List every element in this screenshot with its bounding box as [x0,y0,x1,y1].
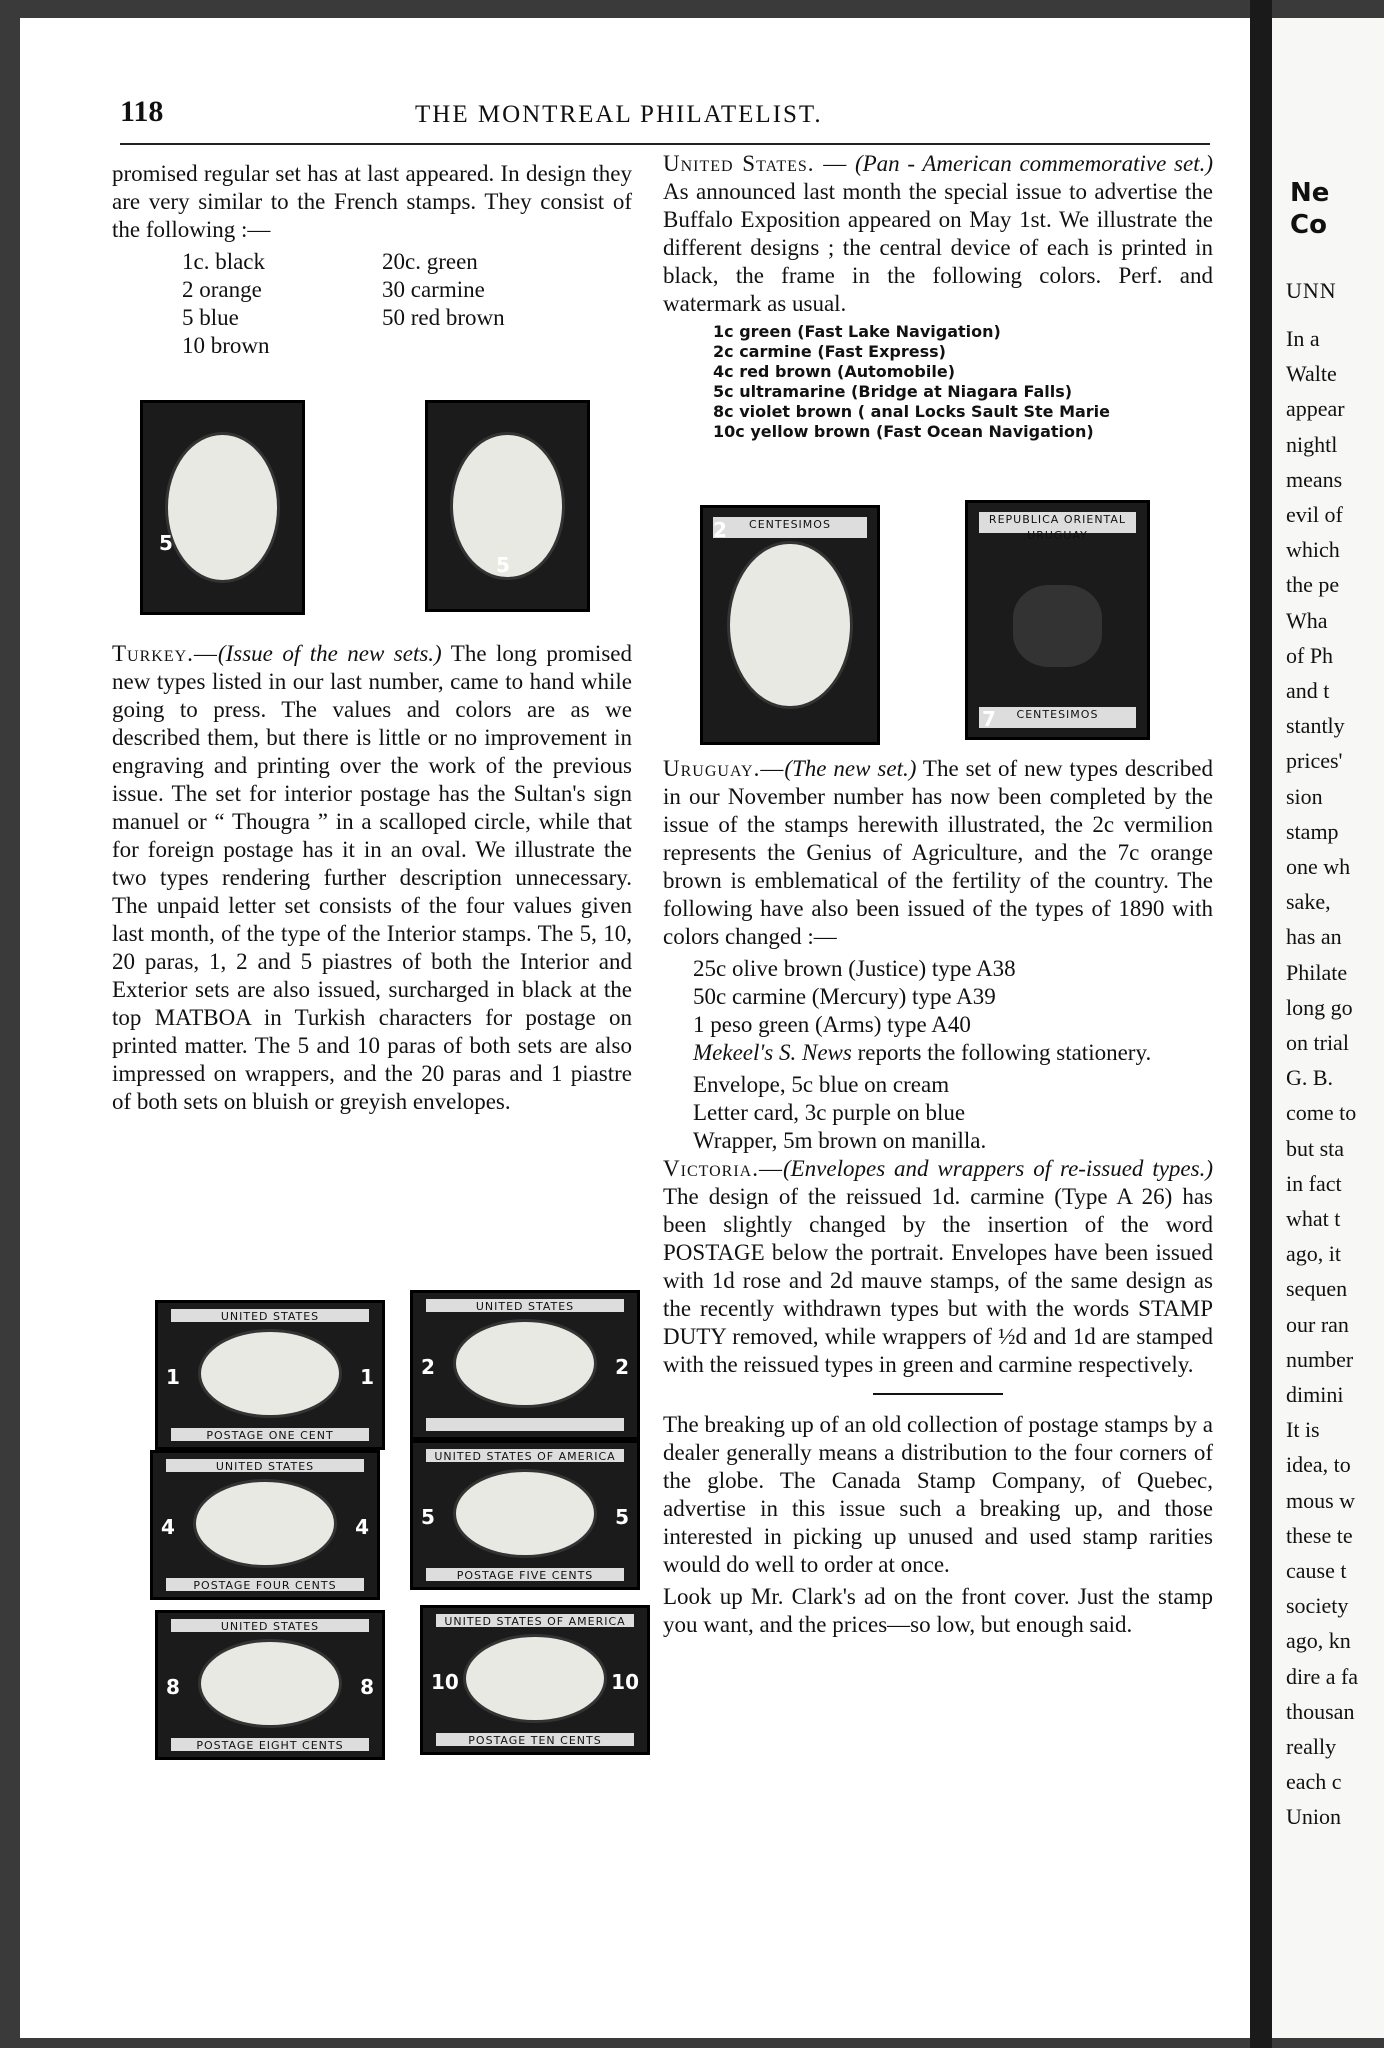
stamp-label: UNITED STATES OF AMERICA [436,1614,633,1627]
uruguay-list-item: 25c olive brown (Justice) type A38 [693,956,1016,981]
stamp-oval [727,541,852,710]
pan-american-stamp [155,1610,385,1760]
pan-american-stamp [410,1440,640,1590]
next-page-line: appear [1286,396,1345,421]
uruguay-stamp-2c [700,505,880,745]
mekeel-title: Mekeel's S. News [693,1040,852,1065]
pan-american-stamp [150,1450,380,1600]
stamp-value: 2 [421,1355,435,1379]
next-page-line: mous w [1286,1488,1356,1513]
breaking-up-paragraph: The breaking up of an old collection of postage stamps by a dealer generally means a distribution to the four corners of the globe. The Canada Stamp Company, of Quebec, advertise in this issue such a breaking up, and those interested in picking up unused and used stamp rarities would do well to order at once. [663,1412,1213,1577]
next-page-heading: Co [1290,210,1327,240]
uruguay-text: The set of new types described in our November number has now been completed by the issue of the stamps herewith illustrated, the 2c vermilion represents the Genius of Agriculture, and the 7c orange brown is emblematical of the fertility of the country. The following have also been issued of the types of 1890 with colors changed :— [663,756,1213,949]
stamp-value: 8 [360,1675,374,1699]
stationery-list [663,1071,1213,1155]
header-rule [120,143,1210,145]
stamp-label: UNITED STATES [426,1299,623,1312]
us-text: As announced last month the special issue to advertise the Buffalo Exposition appeared on May 1st. We illustrate the different designs ; the central device of each is printed in black, the frame in the following colors. Perf. and watermark as usual. [663,179,1213,316]
page-header [120,95,1220,135]
next-page-line: means [1286,467,1343,492]
uruguay-list [663,955,1213,1039]
next-page-edge [1272,18,1384,2038]
next-page-line: sequen [1286,1276,1348,1301]
next-page-line: Philate [1286,960,1348,985]
turkey-text: The long promised new types listed in our last number, came to hand while going to press. The values and colors are as we described them, but there is little or no improvement in engraving and printing over the work of the previous issue. The set for interior postage has the Sultan's sign manuel or “ Thougra ” in a scalloped circle, while that for foreign postage has it in an oval. We illustrate the two types rendering further description unnecessary. The unpaid letter set consists of the four values given last month, of the type of the Interior stamps. The 5, 10, 20 paras, 1, 2 and 5 piastres of both the Interior and Exterior sets are also issued, surcharged in black at the top MATBOA in Turkish characters for postage on printed matter. The 5 and 10 paras of both sets are also impressed on wrappers, and the 20 paras and 1 piastre of both sets on bluish or greyish envelopes. [112,641,632,1114]
next-page-line: sake, [1286,889,1331,914]
stamp-fruit-basket [1013,585,1103,667]
us-issue-item: 2c carmine (Fast Express) [713,342,946,361]
next-page-line: come to [1286,1100,1357,1125]
stamp-label: UNITED STATES [166,1459,363,1472]
next-page-line: really [1286,1734,1337,1759]
turkey-stamp-interior [140,400,305,615]
turkey-paragraph [112,640,632,1116]
next-page-line: the pe [1286,572,1340,597]
us-issue-item: 5c ultramarine (Bridge at Niagara Falls) [713,382,1073,401]
victoria-paragraph [663,1155,1213,1379]
us-issue-list [713,322,1213,442]
stamp-label: UNITED STATES [171,1309,368,1322]
next-page-line: ago, it [1286,1241,1341,1266]
value-item: 30 carmine [382,277,485,302]
next-page-line: society [1286,1593,1349,1618]
turkey-stamp-exterior [425,400,590,612]
next-page-line: G. B. [1286,1065,1334,1090]
victoria-subheading: (Envelopes and wrappers of re-issued types.) [782,1156,1213,1181]
stamp-vignette [198,1329,341,1418]
next-page-line: Union [1286,1804,1341,1829]
next-page-line: and t [1286,678,1330,703]
stamp-label: UNITED STATES [171,1619,368,1632]
next-page-line: stantly [1286,713,1345,738]
next-page-line: nightl [1286,432,1338,457]
next-page-line: in fact [1286,1171,1342,1196]
clark-ad-paragraph: Look up Mr. Clark's ad on the front cover. Just the stamp you want, and the prices—so low, but enough said. [663,1584,1213,1637]
stamp-value: 10 [431,1670,459,1694]
next-page-line: what t [1286,1206,1341,1231]
next-page-subheading: UNN [1286,278,1337,303]
value-item: 2 orange [182,277,262,302]
stamp-oval [165,432,280,583]
uruguay-list-item: 50c carmine (Mercury) type A39 [693,984,996,1009]
next-page-line: sion [1286,784,1323,809]
stamp-value: 10 [611,1670,639,1694]
next-page-line: thousan [1286,1699,1355,1724]
stamp-value: 2 [615,1355,629,1379]
stamp-vignette [453,1469,596,1558]
value-item [382,332,582,360]
next-page-line: one wh [1286,854,1351,879]
stamp-label: POSTAGE EIGHT CENTS [171,1738,368,1751]
next-page-line: dire a fa [1286,1664,1359,1689]
value-item: 1c. black [182,249,266,274]
next-page-line: number [1286,1347,1354,1372]
uruguay-paragraph [663,755,1213,951]
column-right-bottom [663,755,1213,1643]
next-page-line: prices' [1286,748,1343,773]
next-page-line: dimini [1286,1382,1344,1407]
stamp-vignette [463,1634,606,1723]
turkey-heading: Turkey.— [112,641,218,666]
stamp-value: 1 [166,1365,180,1389]
value-item: 50 red brown [382,305,505,330]
stamp-label: POSTAGE ONE CENT [171,1428,368,1441]
value-item: 20c. green [382,249,478,274]
next-page-line: of Ph [1286,643,1334,668]
us-heading: United States. — [663,151,848,176]
uruguay-stamp-7c [965,500,1150,740]
next-page-line: ago, kn [1286,1628,1351,1653]
stamp-label: UNITED STATES OF AMERICA [426,1449,623,1462]
stamp-value: 2 [713,518,727,542]
next-page-line: Wha [1286,608,1328,633]
stamp-label: POSTAGE FOUR CENTS [166,1578,363,1591]
stamp-label: POSTAGE FIVE CENTS [426,1568,623,1581]
us-subheading: (Pan - American commemorative set.) [854,151,1213,176]
stamp-label: CENTESIMOS [713,517,866,538]
next-page-line: idea, to [1286,1452,1351,1477]
next-page-line: which [1286,537,1340,562]
next-page-line: evil of [1286,502,1343,527]
next-page-line: on trial [1286,1030,1349,1055]
next-page-heading: Ne [1290,178,1330,208]
stamp-value: 1 [360,1365,374,1389]
us-issue-item: 4c red brown (Automobile) [713,362,956,381]
column-right-top [663,150,1213,442]
section-divider [873,1393,1003,1395]
next-page-line: has an [1286,924,1342,949]
stamp-label: REPUBLICA ORIENTAL URUGUAY [979,512,1137,533]
value-item: 10 brown [182,333,270,358]
stamp-value: 4 [161,1515,175,1539]
uruguay-list-item: 1 peso green (Arms) type A40 [693,1012,971,1037]
next-page-line: our ran [1286,1312,1349,1337]
stamp-vignette [193,1479,336,1568]
next-page-line: cause t [1286,1558,1347,1583]
value-list [182,248,632,360]
turkey-subheading: (Issue of the new sets.) [217,641,442,666]
stationery-item: Wrapper, 5m brown on manilla. [693,1128,987,1153]
journal-title: THE MONTREAL PHILATELIST. [415,101,823,128]
stamp-vignette [198,1639,341,1728]
stamp-label: CENTESIMOS [979,707,1137,728]
us-issue-item: 8c violet brown ( anal Locks Sault Ste Marie [713,402,1111,421]
us-issue-item: 1c green (Fast Lake Navigation) [713,322,1001,341]
stamp-value: 5 [496,553,510,577]
us-issue-item: 10c yellow brown (Fast Ocean Navigation) [713,422,1094,441]
stamp-vignette [453,1319,596,1408]
stationery-item: Letter card, 3c purple on blue [693,1100,966,1125]
page-number: 118 [120,95,164,128]
page-gutter [1250,0,1272,2048]
stamp-value: 5 [615,1505,629,1529]
uruguay-heading: Uruguay.— [663,756,785,781]
next-page-line: Walte [1286,361,1337,386]
uruguay-subheading: (The new set.) [784,756,917,781]
next-page-line: In a [1286,326,1320,351]
next-page-line: but sta [1286,1136,1345,1161]
stationery-item: Envelope, 5c blue on cream [693,1072,950,1097]
pan-american-stamp [410,1290,640,1440]
stamp-value: 4 [355,1515,369,1539]
pan-american-stamp [420,1605,650,1755]
column-left-turkey [112,640,632,1120]
us-paragraph [663,150,1213,318]
mekeel-text: reports the following stationery. [857,1040,1152,1065]
column-left-top [112,160,632,360]
next-page-line: each c [1286,1769,1342,1794]
next-page-line: long go [1286,995,1353,1020]
next-page-line: It is [1286,1417,1320,1442]
stamp-label [426,1418,623,1431]
value-item: 5 blue [182,305,239,330]
stamp-value: 5 [159,531,173,555]
next-page-line: stamp [1286,819,1339,844]
intro-paragraph: promised regular set has at last appeared. In design they are very similar to the French stamps. They consist of the following :— [112,161,632,242]
mekeel-paragraph [663,1039,1213,1067]
stamp-value: 5 [421,1505,435,1529]
victoria-heading: Victoria.— [663,1156,783,1181]
pan-american-stamp [155,1300,385,1450]
stamp-label: POSTAGE TEN CENTS [436,1733,633,1746]
stamp-value: 8 [166,1675,180,1699]
next-page-line: these te [1286,1523,1353,1548]
stamp-value: 7 [982,707,996,731]
victoria-text: The design of the reissued 1d. carmine (Type A 26) has been slightly changed by the insertion of the word POSTAGE below the portrait. Envelopes have been issued with 1d rose and 2d mauve stamps, of the same design as the recently withdrawn types but with the words STAMP DUTY removed, while wrappers of ½d and 1d are stamped with the reissued types in green and carmine respectively. [663,1184,1213,1377]
